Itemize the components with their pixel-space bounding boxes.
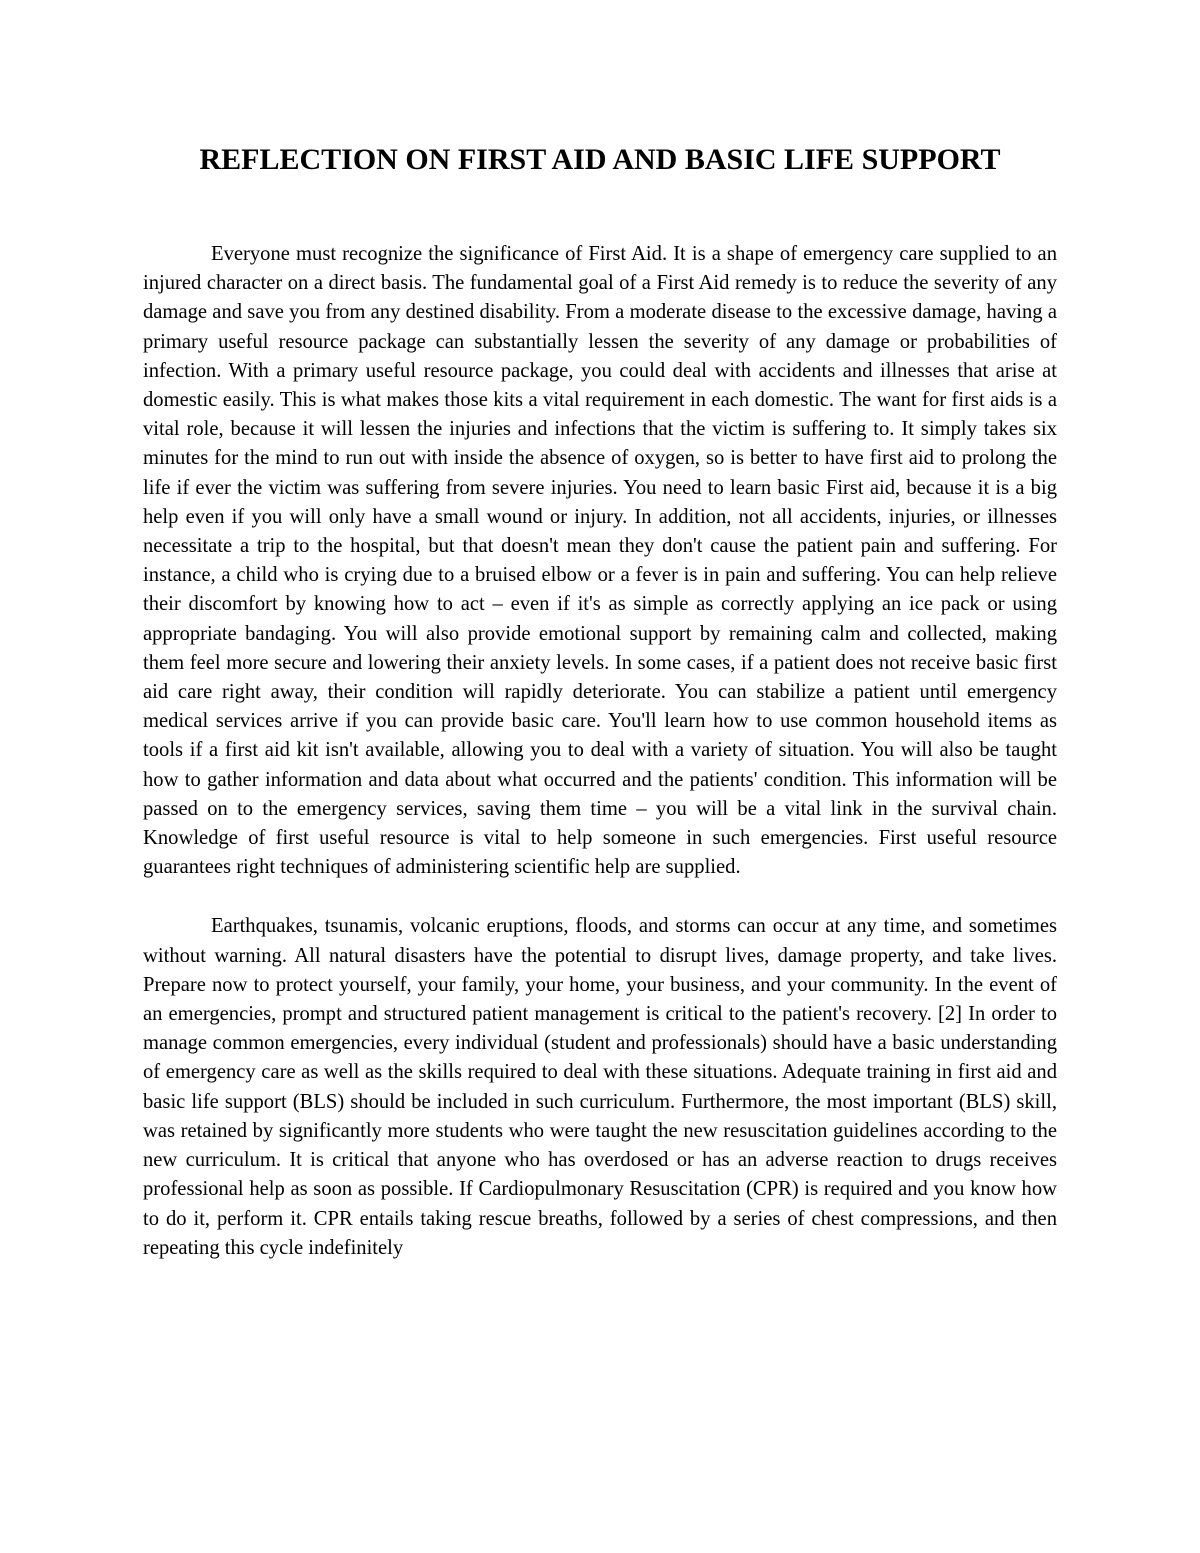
document-title: REFLECTION ON FIRST AID AND BASIC LIFE SUPPORT [199,143,1001,176]
document-body [143,240,1057,1263]
paragraph-natural-disasters: Earthquakes, tsunamis, volcanic eruptions, floods, and storms can occur at any time, and sometimes without warning. All natural disasters have the potential to disrupt lives, damage property, and take lives. Prepare now to protect yourself, your family, your home, your business, and your community. In the event of an emergencies, prompt and structured patient management is critical to the patient's recovery. [2] In order to manage common emergencies, every individual (student and professionals) should have a basic understanding of emergency care as well as the skills required to deal with these situations. Adequate training in first aid and basic life support (BLS) should be included in such curriculum. Furthermore, the most important (BLS) skill, was retained by significantly more students who were taught the new resuscitation guidelines according to the new curriculum. It is critical that anyone who has overdosed or has an adverse reaction to drugs receives professional help as soon as possible. If Cardiopulmonary Resuscitation (CPR) is required and you know how to do it, perform it. CPR entails taking rescue breaths, followed by a series of chest compressions, and then repeating this cycle indefinitely [143,915,1057,1259]
paragraph-first-aid: Everyone must recognize the significance of First Aid. It is a shape of emergency care supplied to an injured character on a direct basis. The fundamental goal of a First Aid remedy is to reduce the severity of any damage and save you from any destined disability. From a moderate disease to the excessive damage, having a primary useful resource package can substantially lessen the severity of any damage or probabilities of infection. With a primary useful resource package, you could deal with accidents and illnesses that arise at domestic easily. This is what makes those kits a vital requirement in each domestic. The want for first aids is a vital role, because it will lessen the injuries and infections that the victim is suffering to. It simply takes six minutes for the mind to run out with inside the absence of oxygen, so is better to have first aid to prolong the life if ever the victim was suffering from severe injuries. You need to learn basic First aid, because it is a big help even if you will only have a small wound or injury. In addition, not all accidents, injuries, or illnesses necessitate a trip to the hospital, but that doesn't mean they don't cause the patient pain and suffering. For instance, a child who is crying due to a bruised elbow or a fever is in pain and suffering. You can help relieve their discomfort by knowing how to act – even if it's as simple as correctly applying an ice pack or using appropriate bandaging. You will also provide emotional support by remaining calm and collected, making them feel more secure and lowering their anxiety levels. In some cases, if a patient does not receive basic first aid care right away, their condition will rapidly deteriorate. You can stabilize a patient until emergency medical services arrive if you can provide basic care. You'll learn how to use common household items as tools if a first aid kit isn't available, allowing you to deal with a variety of situation. You will also be taught how to gather information and data about what occurred and the patients' condition. This information will be passed on to the emergency services, saving them time – you will be a vital link in the survival chain. Knowledge of first useful resource is vital to help someone in such emergencies. First useful resource guarantees right techniques of administering scientific help are supplied. [143,243,1057,879]
